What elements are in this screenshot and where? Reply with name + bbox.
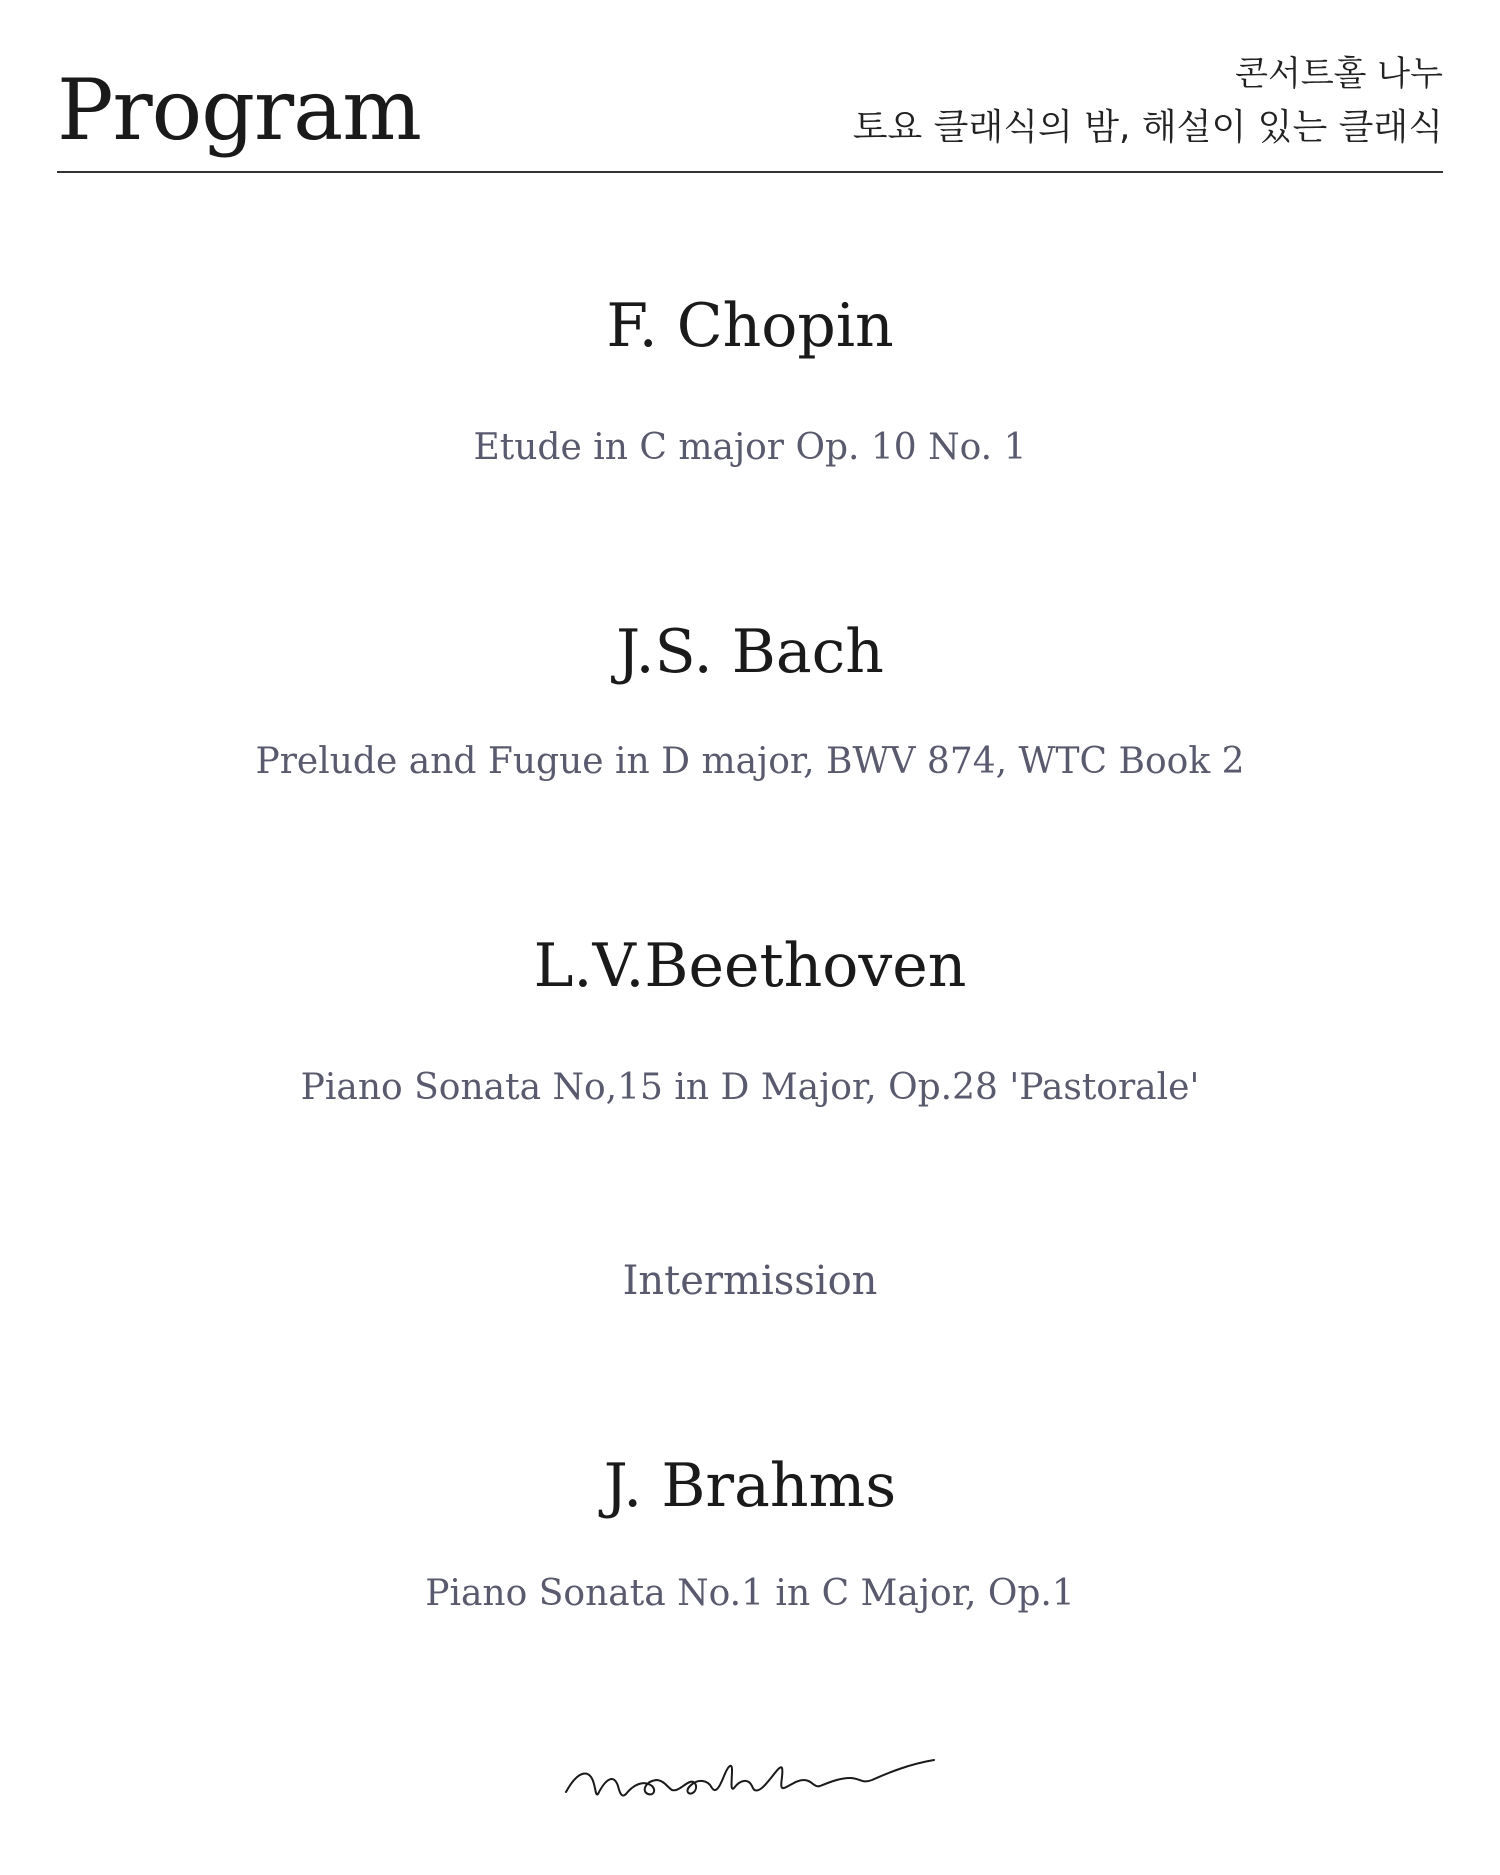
composer-beethoven: L.V.Beethoven — [533, 931, 967, 1001]
page-header — [57, 40, 1443, 172]
venue-name: 콘서트홀 나누 — [1235, 54, 1443, 94]
event-title: 토요 클래식의 밤, 해설이 있는 클래식 — [852, 107, 1443, 148]
signature-icon — [560, 1740, 940, 1810]
work-brahms: Piano Sonata No.1 in C Major, Op.1 — [425, 1573, 1075, 1614]
composer-chopin: F. Chopin — [606, 291, 894, 361]
work-chopin: Etude in C major Op. 10 No. 1 — [473, 427, 1027, 468]
work-beethoven: Piano Sonata No,15 in D Major, Op.28 'Pastorale' — [300, 1067, 1200, 1108]
intermission-label: Intermission — [622, 1258, 878, 1304]
composer-bach: J.S. Bach — [616, 617, 884, 687]
work-bach: Prelude and Fugue in D major, BWV 874, WTC Book 2 — [255, 741, 1245, 782]
composer-brahms: J. Brahms — [603, 1451, 897, 1521]
header-divider — [57, 171, 1443, 173]
event-info — [853, 52, 1443, 156]
page-title: Program — [57, 61, 421, 159]
